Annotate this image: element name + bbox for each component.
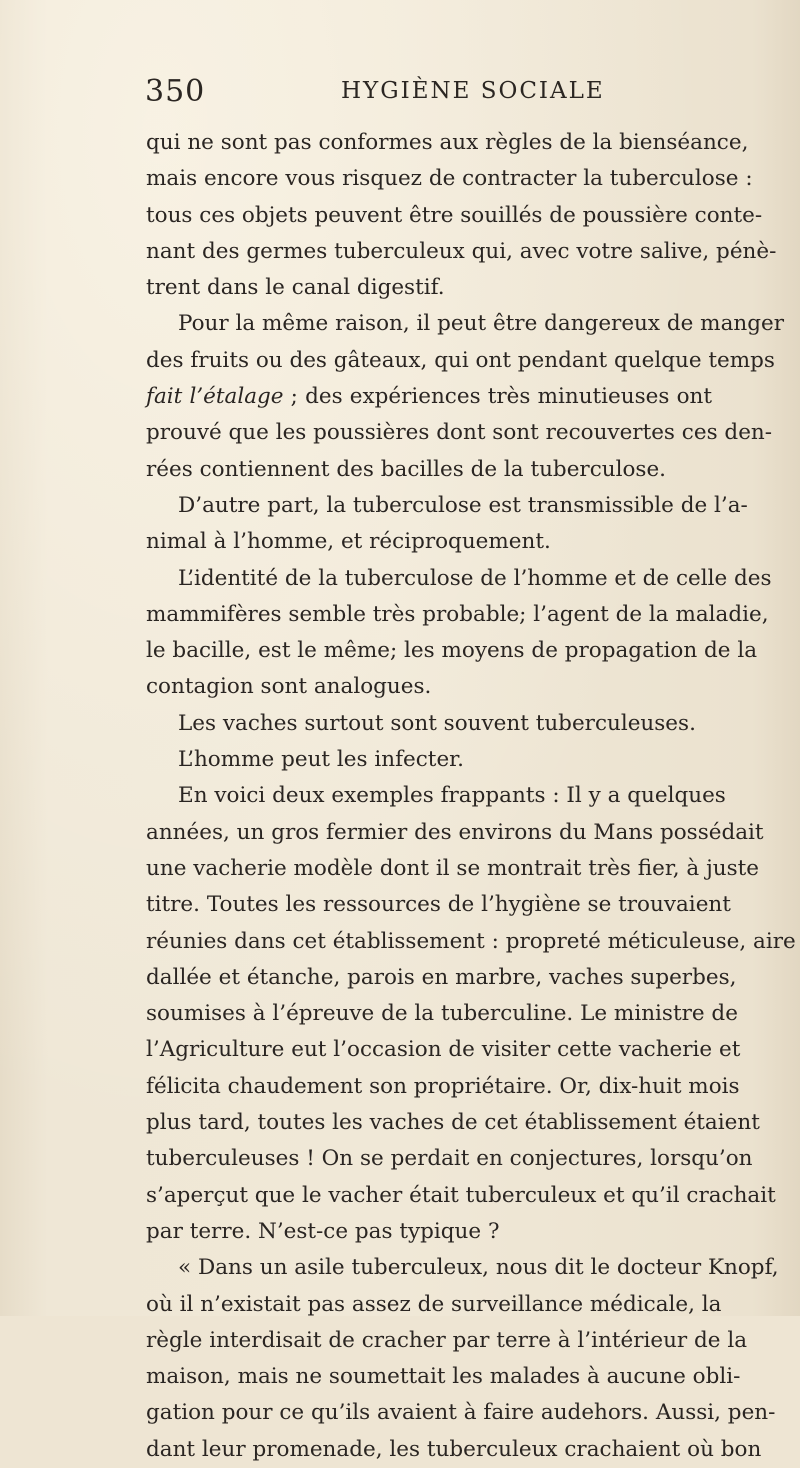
text-line: une vacherie modèle dont il se montrait très fier, à juste (146, 855, 759, 881)
text-line: tous ces objets peuvent être souillés de poussière conte- (146, 202, 763, 228)
text-line: mais encore vous risquez de contracter la tuberculose : (146, 166, 753, 192)
text-line: règle interdisait de cracher par terre à l’intérieur de la (146, 1327, 748, 1353)
text-line: s’aperçut que le vacher était tuberculeux et qu’il crachait (146, 1182, 776, 1208)
paragraph-start-line: L’homme peut les infecter. (178, 747, 464, 773)
text-line: des fruits ou des gâteaux, qui ont pendant quelque temps (146, 347, 775, 373)
paragraph-start-line: « Dans un asile tuberculeux, nous dit le docteur Knopf, (178, 1255, 779, 1281)
text-line: l’Agriculture eut l’occasion de visiter cette vacherie et (146, 1037, 741, 1063)
text-line: nimal à l’homme, et réciproquement. (146, 529, 551, 555)
text-line: années, un gros fermier des environs du Mans possédait (146, 819, 764, 845)
text-line: trent dans le canal digestif. (146, 275, 445, 301)
text-line: maison, mais ne soumettait les malades à aucune obli- (146, 1364, 741, 1390)
text-line: plus tard, toutes les vaches de cet établissement étaient (146, 1110, 760, 1136)
paragraph-start-line: Les vaches surtout sont souvent tuberculeuses. (178, 710, 696, 736)
text-line: nant des germes tuberculeux qui, avec votre salive, pénè- (146, 238, 777, 264)
text-line: dallée et étanche, parois en marbre, vaches superbes, (146, 964, 737, 990)
text-line: rées contiennent des bacilles de la tuberculose. (146, 456, 666, 482)
text-line: par terre. N’est-ce pas typique ? (146, 1218, 500, 1244)
text-line: contagion sont analogues. (146, 674, 432, 700)
page-header (145, 72, 705, 116)
text-line: dant leur promenade, les tuberculeux crachaient où bon (146, 1436, 762, 1462)
italic-phrase: fait l’étalage (146, 384, 284, 410)
text-line: où il n’existait pas assez de surveillance médicale, la (146, 1291, 722, 1317)
page-number: 350 (145, 74, 206, 109)
text-line: félicita chaudement son propriétaire. Or, dix-huit mois (146, 1073, 740, 1099)
text-line: réunies dans cet établissement : propreté méticuleuse, aire (146, 928, 796, 954)
text-line: titre. Toutes les ressources de l’hygiène se trouvaient (146, 892, 731, 918)
body-text (146, 125, 796, 1468)
paragraph-start-line: D’autre part, la tuberculose est transmissible de l’a- (178, 492, 748, 518)
running-title: HYGIÈNE SOCIALE (341, 78, 605, 104)
text-line: soumises à l’épreuve de la tuberculine. Le ministre de (146, 1001, 738, 1027)
text-line: le bacille, est le même; les moyens de propagation de la (146, 638, 758, 664)
text-line: qui ne sont pas conformes aux règles de la bienséance, (146, 130, 749, 155)
paragraph-start-line: En voici deux exemples frappants : Il y a quelques (178, 783, 726, 809)
paragraph-start-line: Pour la même raison, il peut être dangereux de manger (178, 311, 784, 337)
text-line: tuberculeuses ! On se perdait en conjectures, lorsqu’on (146, 1146, 753, 1172)
text-line-italic-start: fait l’étalage ; des expériences très minutieuses ont (146, 384, 713, 410)
text-line: gation pour ce qu’ils avaient à faire audehors. Aussi, pen- (146, 1400, 776, 1426)
text-line: mammifères semble très probable; l’agent de la maladie, (146, 601, 769, 627)
text-line: prouvé que les poussières dont sont recouvertes ces den- (146, 420, 773, 446)
paragraph-start-line: L’identité de la tuberculose de l’homme et de celle des (178, 565, 772, 591)
